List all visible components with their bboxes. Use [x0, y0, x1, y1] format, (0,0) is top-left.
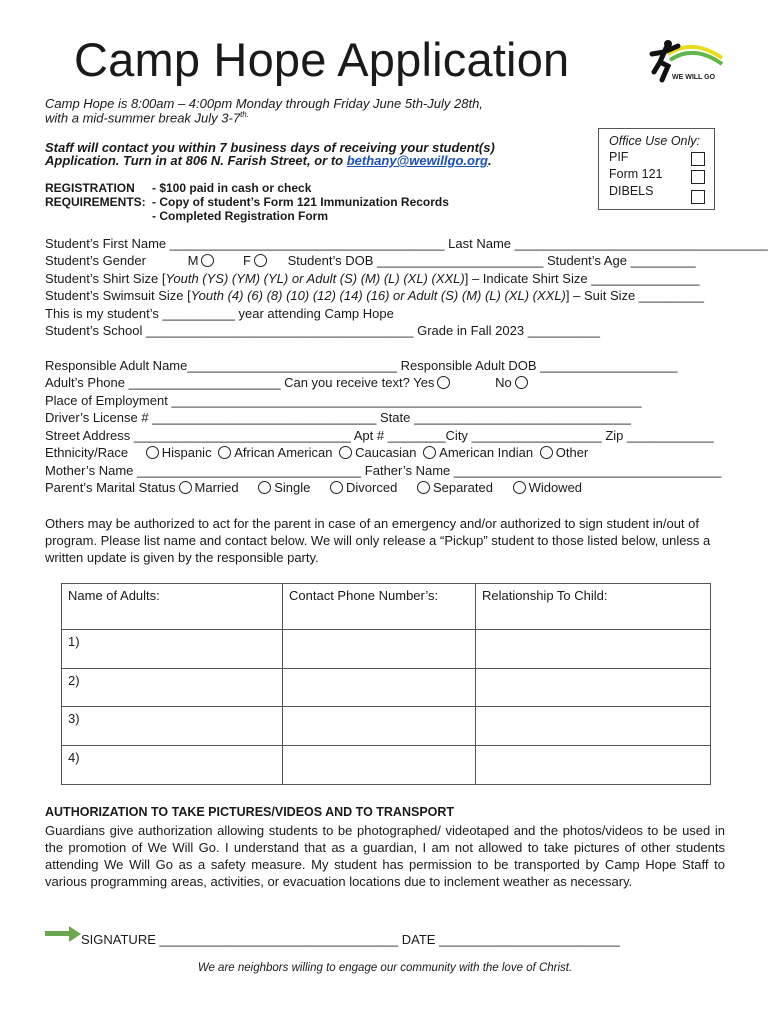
col-name-header: Name of Adults: — [62, 584, 283, 630]
ethnicity-african-american-radio[interactable] — [218, 446, 231, 459]
adult-relationship-cell[interactable] — [476, 669, 711, 707]
office-item-form121: Form 121 — [609, 167, 663, 181]
notice-line-1: Staff will contact you within 7 business days of receiving your student(s) — [45, 140, 495, 155]
city-field[interactable]: __________________ — [471, 428, 602, 443]
adult-phone-cell[interactable] — [283, 746, 476, 785]
years-attending-row: This is my student’s __________ year attending Camp Hope — [45, 306, 394, 321]
gender-m-radio[interactable] — [201, 254, 214, 267]
zip-field[interactable]: ____________ — [627, 428, 714, 443]
adult-phone-field[interactable]: _____________________ — [128, 375, 281, 390]
address-row: Street Address ______________________________ Apt # ________City __________________ Zip ____________ — [45, 428, 714, 443]
marital-single-radio[interactable] — [258, 481, 271, 494]
gender-f-radio[interactable] — [254, 254, 267, 267]
schedule-line-2: with a mid-summer break July $3-7^{th.}$ — [45, 110, 249, 126]
last-name-field[interactable]: ___________________________________ — [514, 236, 768, 251]
school-row: Student’s School _____________________________________ Grade in Fall 2023 __________ — [45, 323, 600, 338]
father-name-field[interactable]: _____________________________________ — [453, 463, 722, 478]
adult-phone-row: Adult’s Phone _____________________ Can you receive text? Yes No — [45, 375, 531, 390]
parents-row: Mother’s Name _______________________________ Father’s Name _____________________________________ — [45, 463, 722, 478]
office-use-box — [598, 128, 715, 210]
grade-field[interactable]: __________ — [527, 323, 600, 338]
swimsuit-size-row: Student’s Swimsuit Size [Youth (4) (6) (8) (10) (12) (14) (16) or Adult (S) (M) (L) (XL) (XXL)] – Suit Size _________ — [45, 288, 704, 303]
table-row — [62, 669, 711, 707]
marital-status-row: Parent’s Marital Status Married Single Divorced Separated Widowed — [45, 480, 583, 495]
schedule-line-1: Camp Hope is 8:00am – 4:00pm Monday through Friday June 5th-July 28th, — [45, 96, 483, 111]
table-row — [62, 707, 711, 746]
footer-tagline: We are neighbors willing to engage our community with the love of Christ. — [197, 962, 573, 974]
employment-row: Place of Employment _________________________________________________________________ — [45, 393, 642, 408]
text-no-radio[interactable] — [515, 376, 528, 389]
table-row — [62, 746, 711, 785]
adult-name-cell[interactable]: 4) — [62, 746, 283, 785]
table-header-row — [62, 584, 711, 630]
student-name-row: Student’s First Name ______________________________________ Last Name ___________________________________ — [45, 236, 768, 251]
adult-name-row: Responsible Adult Name_____________________________ Responsible Adult DOB ___________________ — [45, 358, 678, 373]
student-dob-field[interactable]: _______________________ — [377, 253, 544, 268]
registration-labels: REGISTRATION REQUIREMENTS: — [45, 181, 146, 209]
marital-widowed-radio[interactable] — [513, 481, 526, 494]
arrow-right-icon — [45, 926, 81, 942]
adult-relationship-cell[interactable] — [476, 630, 711, 669]
swimsuit-size-field[interactable]: _________ — [638, 288, 704, 303]
page-title: Camp Hope Application — [74, 33, 570, 86]
logo-text: WE WILL GO — [672, 74, 716, 81]
ethnicity-hispanic-radio[interactable] — [146, 446, 159, 459]
adult-phone-cell[interactable] — [283, 707, 476, 746]
adult-name-cell[interactable]: 3) — [62, 707, 283, 746]
pif-checkbox[interactable] — [691, 152, 705, 166]
mother-name-field[interactable]: _______________________________ — [137, 463, 362, 478]
license-field[interactable]: _______________________________ — [152, 410, 377, 425]
years-attending-field[interactable]: __________ — [162, 306, 235, 321]
student-age-field[interactable]: _________ — [630, 253, 696, 268]
marital-separated-radio[interactable] — [417, 481, 430, 494]
date-field[interactable]: _________________________ — [439, 932, 620, 947]
dibels-checkbox[interactable] — [691, 190, 705, 204]
ethnicity-american-indian-radio[interactable] — [423, 446, 436, 459]
registration-items: - $100 paid in cash or check - Copy of student’s Form 121 Immunization Records - Completed Registration Form — [152, 181, 449, 223]
adult-relationship-cell[interactable] — [476, 746, 711, 785]
text-yes-radio[interactable] — [437, 376, 450, 389]
col-relationship-header: Relationship To Child: — [476, 584, 711, 630]
ethnicity-row: Ethnicity/Race Hispanic African American Caucasian American Indian Other — [45, 445, 589, 460]
state-field[interactable]: ______________________________ — [413, 410, 631, 425]
notice-line-2: Application. Turn in at 806 N. Farish Street, or to bethany@wewillgo.org. — [45, 153, 492, 168]
authorized-adults-table — [61, 583, 711, 785]
authorized-pickup-paragraph: Others may be authorized to act for the parent in case of an emergency and/or authorized to sign student in/out of program. Please list name and contact below. We will only release a “Pickup” student to those listed below, unless a written update is given by the responsible party. — [45, 516, 711, 565]
student-gender-row: Student’s Gender M F Student’s DOB _______________________ Student’s Age _________ — [45, 253, 696, 268]
ethnicity-caucasian-radio[interactable] — [339, 446, 352, 459]
first-name-field[interactable]: ______________________________________ — [169, 236, 445, 251]
authorization-paragraph: Guardians give authorization allowing students to be photographed/ videotaped and the photos/videos to be used in the promotion of We Will Go. I understand that as a guardian, I am not allowed to take pictures of other students attending We Will Go as a safety measure. My student has permission to be transported by Camp Hope Staff to various programming areas, activities, or evacuation locations due to inclement weather as necessary. — [45, 823, 725, 889]
apt-field[interactable]: ________ — [387, 428, 446, 443]
office-item-dibels: DIBELS — [609, 184, 654, 198]
col-phone-header: Contact Phone Number’s: — [283, 584, 476, 630]
license-row: Driver’s License # _______________________________ State ______________________________ — [45, 410, 631, 425]
table-row — [62, 630, 711, 669]
ethnicity-other-radio[interactable] — [540, 446, 553, 459]
street-field[interactable]: ______________________________ — [133, 428, 351, 443]
marital-married-radio[interactable] — [179, 481, 192, 494]
adult-relationship-cell[interactable] — [476, 707, 711, 746]
adult-phone-cell[interactable] — [283, 669, 476, 707]
adult-dob-field[interactable]: ___________________ — [540, 358, 678, 373]
signature-row: SIGNATURE _________________________________ DATE _________________________ — [81, 932, 620, 947]
adult-phone-cell[interactable] — [283, 630, 476, 669]
shirt-size-row: Student’s Shirt Size [Youth (YS) (YM) (YL) or Adult (S) (M) (L) (XL) (XXL)] – Indicate Shirt Size _______________ — [45, 271, 700, 286]
adult-name-cell[interactable]: 2) — [62, 669, 283, 707]
adult-name-field[interactable]: _____________________________ — [187, 358, 398, 373]
employment-field[interactable]: _________________________________________________________________ — [171, 393, 642, 408]
authorization-heading: AUTHORIZATION TO TAKE PICTURES/VIDEOS AND TO TRANSPORT — [45, 805, 455, 819]
email-link[interactable]: bethany@wewillgo.org — [346, 153, 488, 168]
adult-name-cell[interactable]: 1) — [62, 630, 283, 669]
marital-divorced-radio[interactable] — [330, 481, 343, 494]
shirt-size-field[interactable]: _______________ — [591, 271, 700, 286]
signature-field[interactable]: _________________________________ — [159, 932, 399, 947]
school-field[interactable]: _____________________________________ — [145, 323, 414, 338]
form121-checkbox[interactable] — [691, 170, 705, 184]
office-use-title: Office Use Only: — [609, 134, 700, 148]
office-item-pif: PIF — [609, 150, 629, 164]
